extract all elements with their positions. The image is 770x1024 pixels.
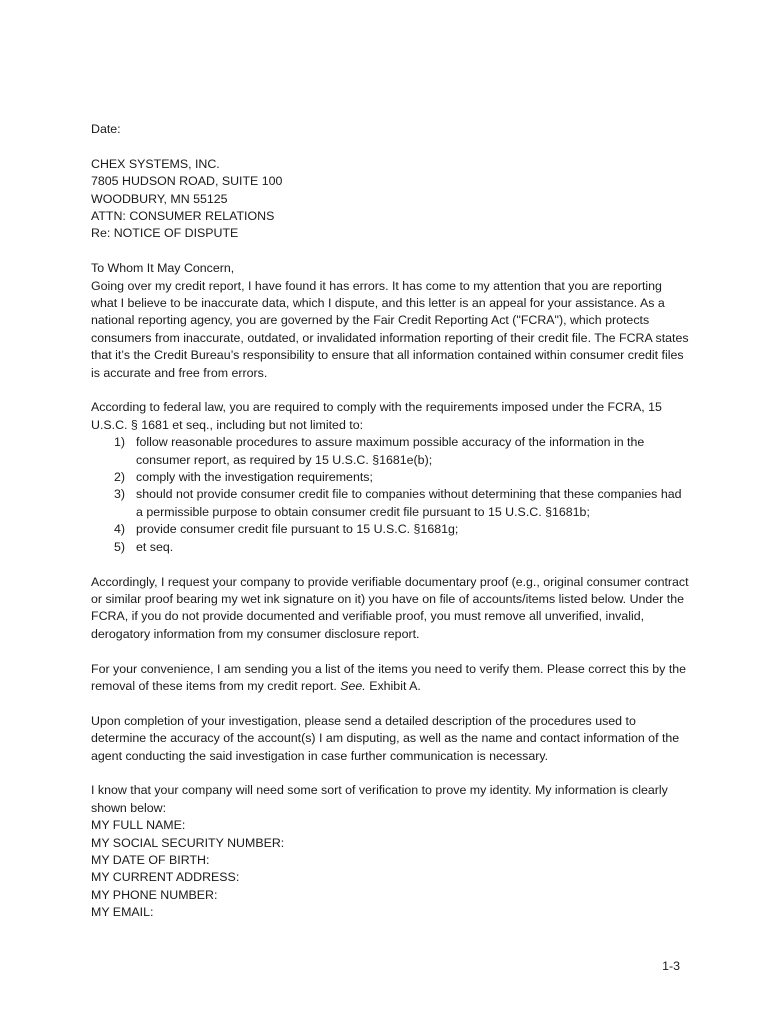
intro-paragraph: Going over my credit report, I have found it has errors. It has come to my attention that you are reporting what I believe to be inaccurate data, which I dispute, and this letter is an appeal for your assistance. As a national reporting agency, you are governed by the Fair Credit Reporting Act ("FCRA"), which protects consumers from inaccurate, outdated, or invalidated information reporting of their credit file. The FCRA states that it’s the Credit Bureau’s responsibility to ensure that all information contained within consumer credit files is accurate and free from errors. bbox=[91, 278, 689, 380]
ssn-field: MY SOCIAL SECURITY NUMBER: bbox=[91, 835, 285, 850]
list-item bbox=[91, 521, 691, 538]
recipient-street: 7805 HUDSON ROAD, SUITE 100 bbox=[91, 174, 283, 189]
current-address-field: MY CURRENT ADDRESS: bbox=[91, 870, 240, 885]
exhibit-reference: Exhibit A. bbox=[365, 678, 421, 693]
subject-line: Re: NOTICE OF DISPUTE bbox=[91, 226, 239, 241]
list-item-number: 5) bbox=[114, 539, 126, 554]
list-item bbox=[91, 434, 691, 469]
see-reference: See. bbox=[340, 678, 366, 693]
list-item bbox=[91, 469, 691, 486]
investigation-paragraph: Upon completion of your investigation, please send a detailed description of the procedures used to determine the accuracy of the account(s) I am disputing, as well as the name and contact information of the agent conducting the said investigation in case further communication is necessary. bbox=[91, 713, 680, 763]
requirements-list bbox=[91, 434, 691, 556]
convenience-text: For your convenience, I am sending you a list of the items you need to verify them. Please correct this by the removal of these items from my credit report. bbox=[91, 661, 687, 693]
recipient-attn: ATTN: CONSUMER RELATIONS bbox=[91, 209, 275, 224]
list-item-text: provide consumer credit file pursuant to 15 U.S.C. §1681g; bbox=[136, 522, 459, 537]
list-item bbox=[91, 486, 691, 521]
list-item-number: 4) bbox=[114, 522, 126, 537]
recipient-city: WOODBURY, MN 55125 bbox=[91, 191, 228, 206]
law-paragraph: According to federal law, you are required to comply with the requirements imposed under the FCRA, 15 U.S.C. § 1681 et seq., including but not limited to: bbox=[91, 400, 662, 432]
date-line: Date: bbox=[91, 122, 121, 136]
recipient-address bbox=[91, 156, 691, 243]
letter-body bbox=[91, 121, 691, 922]
list-item-number: 2) bbox=[114, 470, 126, 485]
list-item-number: 1) bbox=[114, 435, 126, 450]
phone-number-field: MY PHONE NUMBER: bbox=[91, 887, 218, 902]
email-field: MY EMAIL: bbox=[91, 905, 154, 920]
list-item-text: et seq. bbox=[136, 539, 174, 554]
list-item-text: follow reasonable procedures to assure maximum possible accuracy of the information in the consumer report, as required by 15 U.S.C. §1681e(b); bbox=[136, 435, 645, 467]
page-number: 1-3 bbox=[662, 959, 680, 973]
recipient-company: CHEX SYSTEMS, INC. bbox=[91, 156, 220, 171]
list-item-text: comply with the investigation requirements; bbox=[136, 470, 373, 485]
list-item bbox=[91, 539, 691, 556]
convenience-paragraph bbox=[91, 661, 691, 696]
identity-fields bbox=[91, 817, 691, 921]
salutation: To Whom It May Concern, bbox=[91, 261, 235, 276]
full-name-field: MY FULL NAME: bbox=[91, 818, 186, 833]
list-item-text: should not provide consumer credit file to companies without determining that these companies had a permissible purpose to obtain consumer credit file pursuant to 15 U.S.C. §1681b; bbox=[136, 487, 682, 519]
proof-paragraph: Accordingly, I request your company to provide verifiable documentary proof (e.g., original consumer contract or similar proof bearing my wet ink signature on it) you have on file of accounts/items listed below. Under the FCRA, if you do not provide documented and verifiable proof, you must remove all unverified, invalid, derogatory information from my consumer disclosure report. bbox=[91, 574, 689, 641]
date-of-birth-field: MY DATE OF BIRTH: bbox=[91, 852, 210, 867]
verification-paragraph: I know that your company will need some sort of verification to prove my identity. My information is clearly shown below: bbox=[91, 783, 668, 815]
list-item-number: 3) bbox=[114, 487, 126, 502]
